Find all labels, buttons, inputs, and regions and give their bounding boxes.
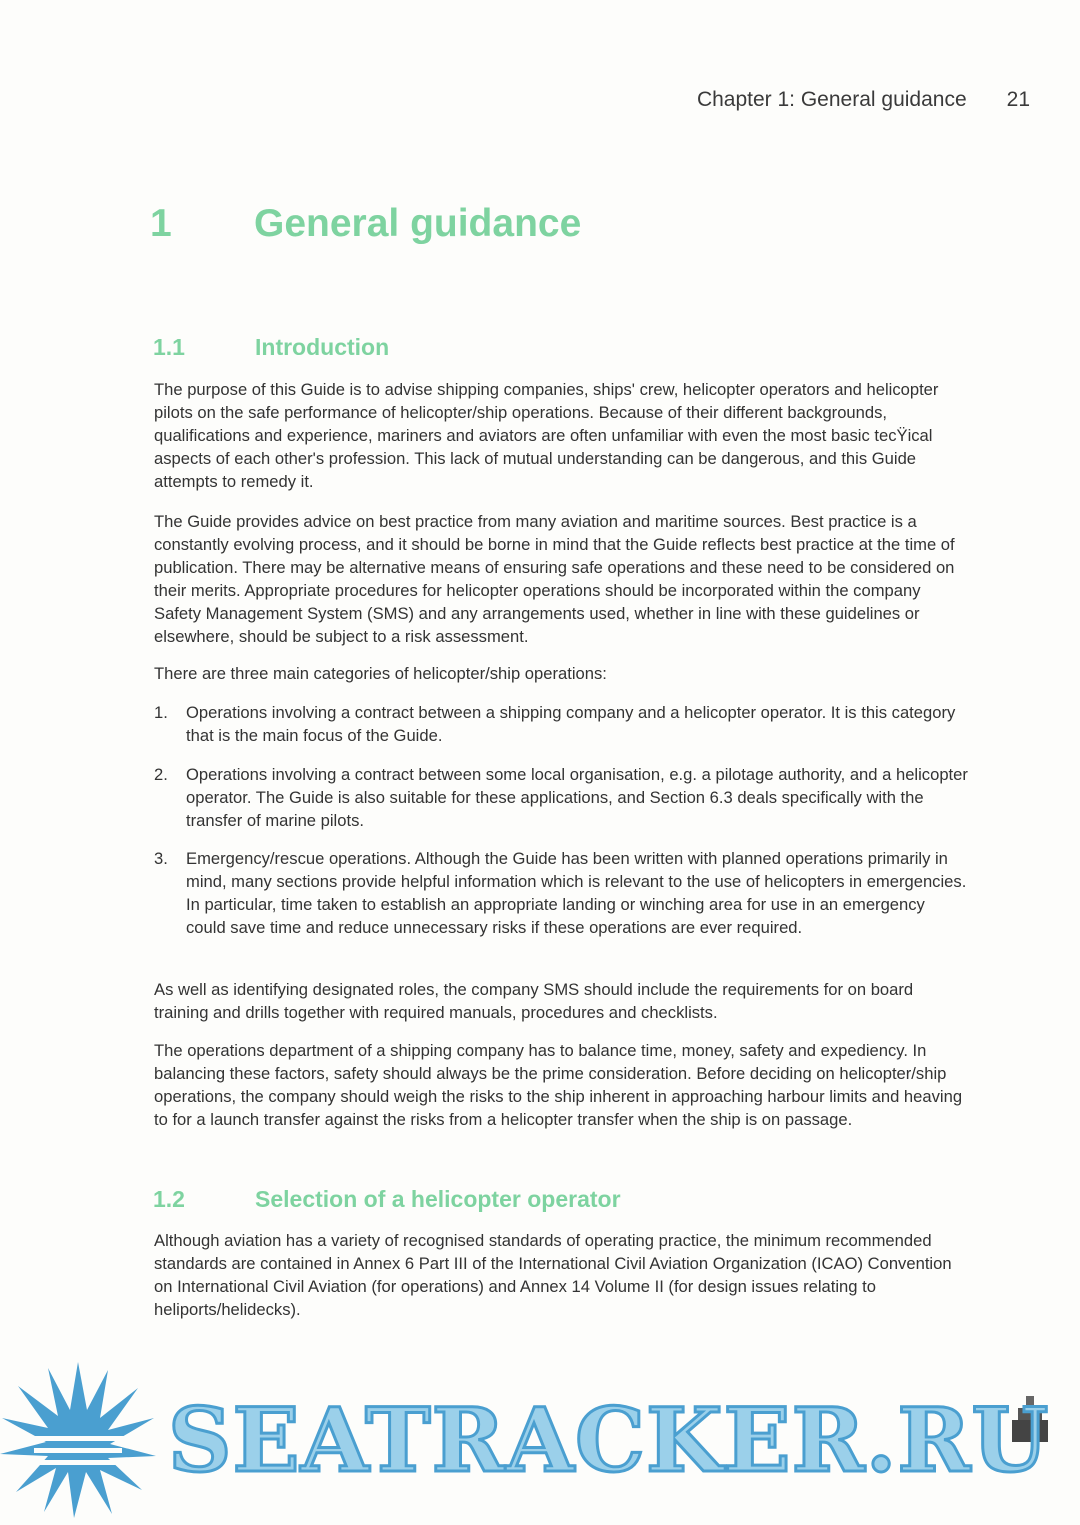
paragraph: Although aviation has a variety of recognised standards of operating practice, the minimum recommended standards are contained in Annex 6 Part III of the International Civil Aviation Organization (ICAO) Convention on International Civil Aviation (for operations) and Annex 14 Volume II (for design issues relating to heliports/helidecks). [154,1231,952,1319]
running-header-chapter: Chapter 1: General guidance [696,88,967,111]
watermark-text: SEATRACKER.RU [168,1388,1050,1492]
chapter-title-text: General guidance [254,202,582,245]
section-number: 1.1 [153,334,185,360]
section-number: 1.2 [153,1186,185,1212]
paragraph: The operations department of a shipping company has to balance time, money, safety and expediency. In balancing these factors, safety should always be the prime consideration. Before deciding on helicopter/ship operations, the company should weigh the risks to the ship inherent in approaching harbour limits and heaving to for a launch transfer against the risks from a helicopter transfer when the ship is on passage. [154,1041,963,1129]
paragraph: As well as identifying designated roles, the company SMS should include the requirements for on board training and drills together with required manuals, procedures and checklists. [154,980,914,1022]
list-item-text: Operations involving a contract between a shipping company and a helicopter operator. It is this category that is the main focus of the Guide. [186,703,956,745]
list-item [154,847,969,939]
section-heading-1-2 [153,1186,621,1213]
section-title: Introduction [255,334,390,360]
paragraph: The Guide provides advice on best practice from many aviation and maritime sources. Best practice is a constantly evolving process, and it should be borne in mind that the Guide reflects best practice at the time of publication. There may be alternative means of ensuring safe operations and these need to be considered on their merits. Appropriate procedures for helicopter operations should be incorporated within the company Safety Management System (SMS) and any arrangements used, whether in line with these guidelines or elsewhere, should be subject to a risk assessment. [154,512,955,646]
chapter-number: 1 [150,202,172,245]
section-heading-1-1 [153,334,389,361]
sunburst-icon [0,1362,156,1518]
running-header [600,88,1030,112]
list-item-text: Operations involving a contract between some local organisation, e.g. a pilotage authority, and a helicopter operator. The Guide is also suitable for these applications, and Section 6.3 deals specifically with the transfer of marine pilots. [186,765,968,830]
list-marker: 1. [154,703,168,722]
list-marker: 2. [154,765,168,784]
list-marker: 3. [154,849,168,868]
paragraph: There are three main categories of helicopter/ship operations: [154,664,607,683]
list-item-text: Emergency/rescue operations. Although the Guide has been written with planned operations primarily in mind, many sections provide helpful information which is relevant to the use of helicopters in emergencies. In particular, time taken to establish an appropriate landing or winching area for use in an emergency could save time and reduce unnecessary risks if these operations are ever required. [186,849,967,937]
section-title: Selection of a helicopter operator [255,1186,621,1212]
list-item [154,701,969,747]
page-number: 21 [1006,88,1030,111]
paragraph: The purpose of this Guide is to advise shipping companies, ships' crew, helicopter operators and helicopter pilots on the safe performance of helicopter/ship operations. Because of their different backgrounds, qualifications and experience, mariners and aviators are often unfamiliar with even the most basic tecŸical aspects of each other's profession. This lack of mutual understanding can be dangerous, and this Guide attempts to remedy it. [154,380,939,491]
list-item [154,763,969,832]
chapter-title [150,202,581,246]
